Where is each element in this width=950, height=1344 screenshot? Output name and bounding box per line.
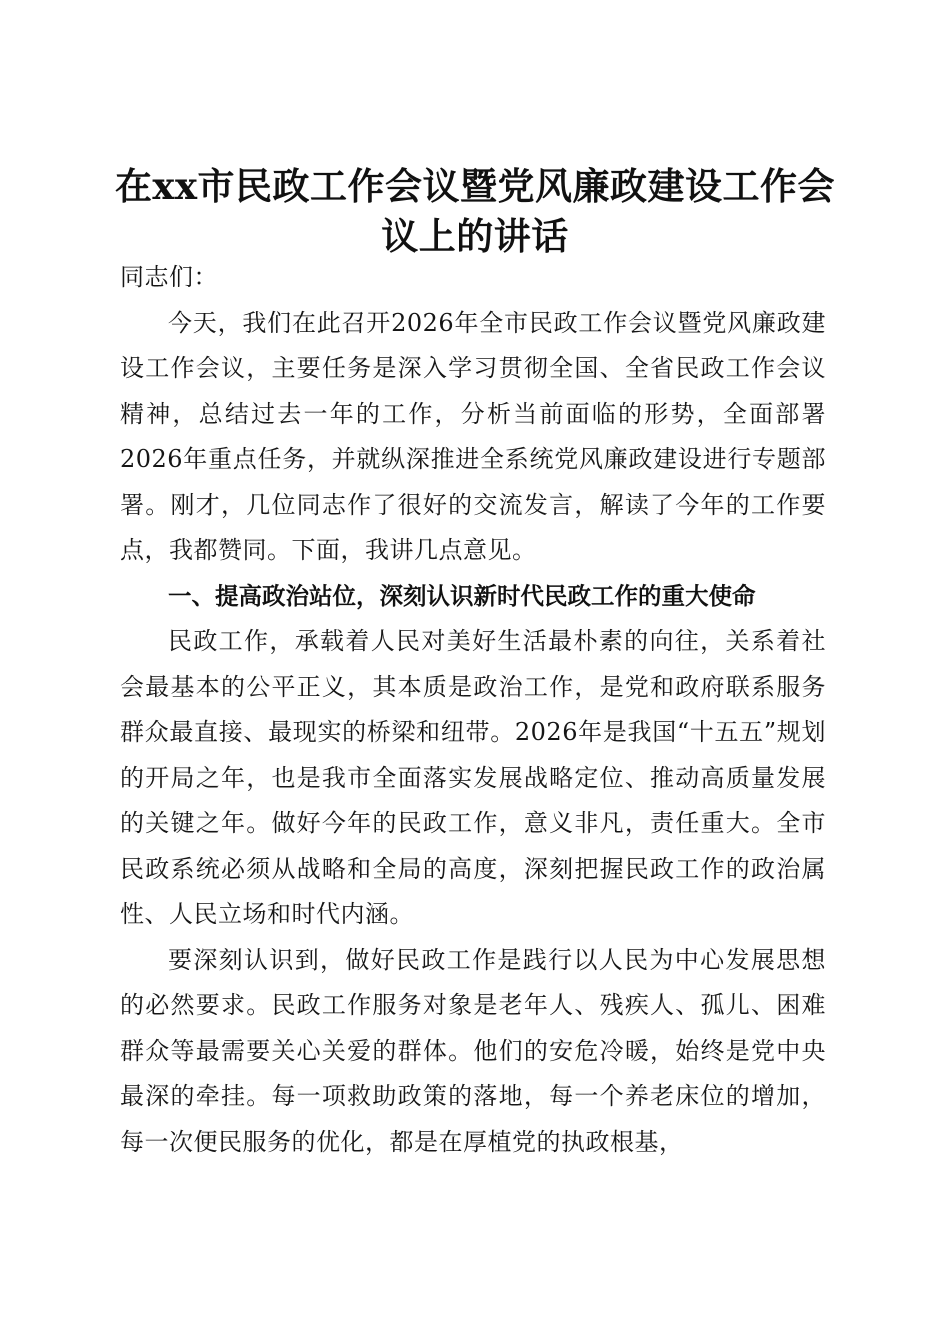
title-line-1: 在xx市民政工作会议暨党风廉政建设工作会 — [114, 163, 836, 208]
section1-paragraph-1: 民政工作，承载着人民对美好生活最朴素的向往，关系着社会最基本的公平正义，其本质是政治工作，是党和政府联系服务群众最直接、最现实的桥梁和纽带。2026年是我国“十五五”规划的开局之年，也是我市全面落实发展战略定位、推动高质量发展的关键之年。做好今年的民政工作，意义非凡，责任重大。全市民政系统必须从战略和全局的高度，深刻把握民政工作的政治属性、人民立场和时代内涵。 — [120, 627, 826, 928]
document-body — [120, 255, 826, 1165]
document-title — [100, 161, 850, 261]
salutation: 同志们： — [120, 263, 218, 291]
intro-paragraph: 今天，我们在此召开2026年全市民政工作会议暨党风廉政建设工作会议，主要任务是深入学习贯彻全国、全省民政工作会议精神，总结过去一年的工作，分析当前面临的形势，全面部署2026年重点任务，并就纵深推进全系统党风廉政建设进行专题部署。刚才，几位同志作了很好的交流发言，解读了今年的工作要点，我都赞同。下面，我讲几点意见。 — [120, 308, 826, 564]
title-line-2: 议上的讲话 — [381, 213, 569, 258]
section1-paragraph-2: 要深刻认识到，做好民政工作是践行以人民为中心发展思想的必然要求。民政工作服务对象是老年人、残疾人、孤儿、困难群众等最需要关心关爱的群体。他们的安危冷暖，始终是党中央最深的牵挂。每一项救助政策的落地，每一个养老床位的增加，每一次便民服务的优化，都是在厚植党的执政根基， — [120, 945, 826, 1156]
section-heading-1: 一、提高政治站位，深刻认识新时代民政工作的重大使命 — [168, 581, 756, 610]
